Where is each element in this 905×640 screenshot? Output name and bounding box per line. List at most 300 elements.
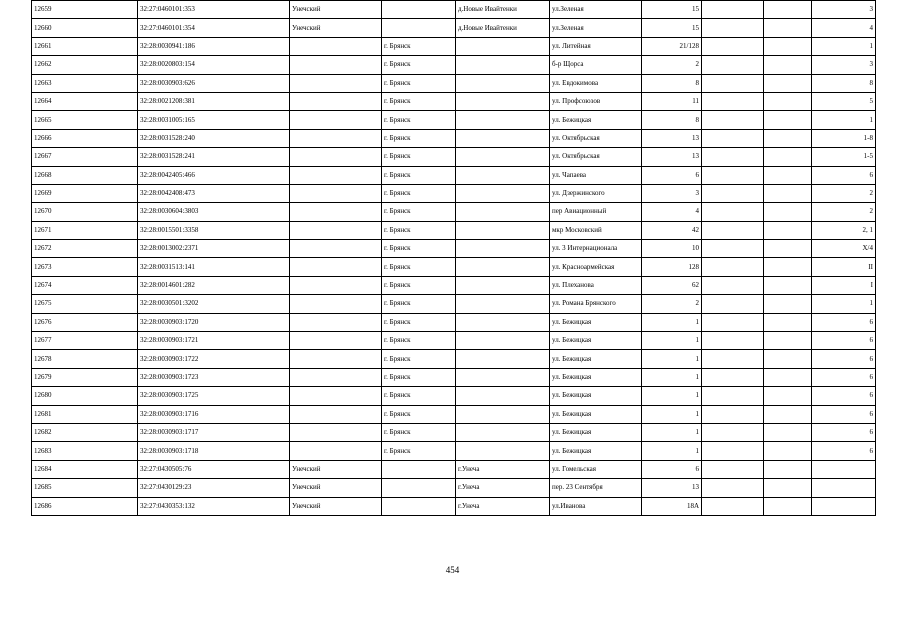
cell-street: ул.Зеленая bbox=[550, 19, 642, 37]
cell-city: г. Брянск bbox=[382, 221, 456, 239]
cell-house: 13 bbox=[642, 129, 702, 147]
cell-city: г. Брянск bbox=[382, 56, 456, 74]
cell-street: ул.Иванова bbox=[550, 497, 642, 515]
cell-structure bbox=[764, 497, 812, 515]
cell-row-number: 12684 bbox=[32, 460, 138, 478]
cell-settlement bbox=[456, 240, 550, 258]
cell-district bbox=[290, 203, 382, 221]
cell-row-number: 12668 bbox=[32, 166, 138, 184]
cell-structure bbox=[764, 74, 812, 92]
cell-district bbox=[290, 92, 382, 110]
cell-apartment: 6 bbox=[812, 166, 876, 184]
cell-building bbox=[702, 332, 764, 350]
cell-row-number: 12662 bbox=[32, 56, 138, 74]
cell-city: г. Брянск bbox=[382, 203, 456, 221]
cell-city: г. Брянск bbox=[382, 295, 456, 313]
cell-house: 4 bbox=[642, 203, 702, 221]
table-row bbox=[32, 497, 876, 515]
cell-row-number: 12661 bbox=[32, 37, 138, 55]
cell-row-number: 12674 bbox=[32, 276, 138, 294]
cell-apartment: 2 bbox=[812, 203, 876, 221]
cell-row-number: 12660 bbox=[32, 19, 138, 37]
cell-cadastral-number: 32:27:0460101:353 bbox=[138, 1, 290, 19]
cell-structure bbox=[764, 111, 812, 129]
table-row bbox=[32, 19, 876, 37]
cell-settlement bbox=[456, 74, 550, 92]
table-row bbox=[32, 423, 876, 441]
cell-district bbox=[290, 350, 382, 368]
cell-house: 1 bbox=[642, 313, 702, 331]
cell-house: 2 bbox=[642, 56, 702, 74]
cell-settlement bbox=[456, 368, 550, 386]
cell-building bbox=[702, 368, 764, 386]
cell-row-number: 12675 bbox=[32, 295, 138, 313]
cell-street: пер Авиационный bbox=[550, 203, 642, 221]
cell-cadastral-number: 32:28:0031005:165 bbox=[138, 111, 290, 129]
cell-house: 6 bbox=[642, 166, 702, 184]
cell-settlement bbox=[456, 423, 550, 441]
cell-apartment: 1 bbox=[812, 37, 876, 55]
cell-street: ул. Бежицкая bbox=[550, 423, 642, 441]
cell-street: ул. Бежицкая bbox=[550, 313, 642, 331]
cell-street: пер. 23 Сентября bbox=[550, 479, 642, 497]
cell-cadastral-number: 32:28:0030903:1721 bbox=[138, 332, 290, 350]
cell-row-number: 12666 bbox=[32, 129, 138, 147]
cell-row-number: 12676 bbox=[32, 313, 138, 331]
table-row bbox=[32, 129, 876, 147]
table-row bbox=[32, 1, 876, 19]
cell-district bbox=[290, 276, 382, 294]
cell-cadastral-number: 32:28:0042408:473 bbox=[138, 184, 290, 202]
cell-street: ул. Евдокимова bbox=[550, 74, 642, 92]
cell-house: 2 bbox=[642, 295, 702, 313]
cell-cadastral-number: 32:28:0015501:3358 bbox=[138, 221, 290, 239]
cell-district bbox=[290, 184, 382, 202]
cell-structure bbox=[764, 368, 812, 386]
cell-settlement bbox=[456, 405, 550, 423]
cell-settlement: д.Новые Ивайтенки bbox=[456, 19, 550, 37]
cell-street: б-р Щорса bbox=[550, 56, 642, 74]
cell-house: 3 bbox=[642, 184, 702, 202]
cell-street: ул. Бежицкая bbox=[550, 405, 642, 423]
cell-settlement: г.Унеча bbox=[456, 460, 550, 478]
cell-structure bbox=[764, 148, 812, 166]
cell-row-number: 12671 bbox=[32, 221, 138, 239]
cell-building bbox=[702, 497, 764, 515]
cell-district: Унечский bbox=[290, 479, 382, 497]
cell-settlement: г.Унеча bbox=[456, 497, 550, 515]
table-row bbox=[32, 313, 876, 331]
cell-district bbox=[290, 405, 382, 423]
cell-cadastral-number: 32:28:0030604:3803 bbox=[138, 203, 290, 221]
cell-cadastral-number: 32:28:0014601:282 bbox=[138, 276, 290, 294]
page-number: 454 bbox=[445, 565, 460, 575]
cell-street: ул. Романа Брянского bbox=[550, 295, 642, 313]
cell-district bbox=[290, 37, 382, 55]
cell-row-number: 12685 bbox=[32, 479, 138, 497]
cell-settlement bbox=[456, 350, 550, 368]
cell-apartment bbox=[812, 479, 876, 497]
cell-structure bbox=[764, 460, 812, 478]
cell-apartment bbox=[812, 460, 876, 478]
cell-city bbox=[382, 460, 456, 478]
cell-row-number: 12680 bbox=[32, 387, 138, 405]
cell-house: 128 bbox=[642, 258, 702, 276]
cell-cadastral-number: 32:28:0042405:466 bbox=[138, 166, 290, 184]
cell-structure bbox=[764, 221, 812, 239]
cell-building bbox=[702, 37, 764, 55]
cell-street: ул. Бежицкая bbox=[550, 387, 642, 405]
cell-house: 10 bbox=[642, 240, 702, 258]
cell-settlement bbox=[456, 387, 550, 405]
cell-street: ул.Зеленая bbox=[550, 1, 642, 19]
cell-street: мкр Московский bbox=[550, 221, 642, 239]
cell-cadastral-number: 32:28:0020803:154 bbox=[138, 56, 290, 74]
cell-building bbox=[702, 74, 764, 92]
cell-apartment: I bbox=[812, 276, 876, 294]
table-row bbox=[32, 56, 876, 74]
cell-building bbox=[702, 19, 764, 37]
cell-cadastral-number: 32:27:0430353:132 bbox=[138, 497, 290, 515]
table-row bbox=[32, 111, 876, 129]
cell-structure bbox=[764, 442, 812, 460]
cell-building bbox=[702, 423, 764, 441]
cell-district: Унечский bbox=[290, 460, 382, 478]
cell-apartment: 6 bbox=[812, 423, 876, 441]
cell-street: ул. Бежицкая bbox=[550, 442, 642, 460]
cell-row-number: 12678 bbox=[32, 350, 138, 368]
table-row bbox=[32, 258, 876, 276]
table-row bbox=[32, 350, 876, 368]
cell-apartment: 6 bbox=[812, 405, 876, 423]
cell-structure bbox=[764, 387, 812, 405]
cell-house: 1 bbox=[642, 387, 702, 405]
cell-district bbox=[290, 74, 382, 92]
table-row bbox=[32, 166, 876, 184]
cell-settlement bbox=[456, 203, 550, 221]
cell-district bbox=[290, 332, 382, 350]
cell-house: 8 bbox=[642, 111, 702, 129]
cell-district bbox=[290, 423, 382, 441]
cell-cadastral-number: 32:28:0030903:1717 bbox=[138, 423, 290, 441]
cell-city: г. Брянск bbox=[382, 184, 456, 202]
cell-district bbox=[290, 313, 382, 331]
cell-cadastral-number: 32:28:0030903:1725 bbox=[138, 387, 290, 405]
cell-row-number: 12686 bbox=[32, 497, 138, 515]
cell-apartment: 2 bbox=[812, 184, 876, 202]
cell-street: ул. Профсоюзов bbox=[550, 92, 642, 110]
cell-building bbox=[702, 405, 764, 423]
cell-row-number: 12663 bbox=[32, 74, 138, 92]
cell-apartment: 2, 1 bbox=[812, 221, 876, 239]
table-row bbox=[32, 387, 876, 405]
cell-district bbox=[290, 166, 382, 184]
cell-city: г. Брянск bbox=[382, 37, 456, 55]
cell-house: 15 bbox=[642, 19, 702, 37]
cell-row-number: 12683 bbox=[32, 442, 138, 460]
cell-street: ул. Октябрьская bbox=[550, 148, 642, 166]
cell-structure bbox=[764, 92, 812, 110]
cell-street: ул. 3 Интернационала bbox=[550, 240, 642, 258]
cell-building bbox=[702, 442, 764, 460]
cell-city: г. Брянск bbox=[382, 368, 456, 386]
cell-row-number: 12664 bbox=[32, 92, 138, 110]
cell-settlement: г.Унеча bbox=[456, 479, 550, 497]
register-table bbox=[31, 0, 876, 516]
cell-street: ул. Бежицкая bbox=[550, 332, 642, 350]
cell-row-number: 12681 bbox=[32, 405, 138, 423]
cell-city: г. Брянск bbox=[382, 129, 456, 147]
cell-city bbox=[382, 479, 456, 497]
cell-district bbox=[290, 129, 382, 147]
cell-structure bbox=[764, 1, 812, 19]
cell-cadastral-number: 32:28:0030501:3202 bbox=[138, 295, 290, 313]
cell-building bbox=[702, 350, 764, 368]
cell-city: г. Брянск bbox=[382, 313, 456, 331]
cell-settlement bbox=[456, 148, 550, 166]
table-row bbox=[32, 368, 876, 386]
table-row bbox=[32, 332, 876, 350]
cell-house: 8 bbox=[642, 74, 702, 92]
cell-house: 1 bbox=[642, 350, 702, 368]
cell-building bbox=[702, 184, 764, 202]
cell-city: г. Брянск bbox=[382, 258, 456, 276]
cell-apartment: 4 bbox=[812, 19, 876, 37]
table-row bbox=[32, 184, 876, 202]
cell-house: 1 bbox=[642, 423, 702, 441]
cell-row-number: 12673 bbox=[32, 258, 138, 276]
cell-structure bbox=[764, 405, 812, 423]
cell-district bbox=[290, 148, 382, 166]
cell-street: ул. Чапаева bbox=[550, 166, 642, 184]
cell-house: 1 bbox=[642, 442, 702, 460]
cell-settlement bbox=[456, 129, 550, 147]
cell-house: 13 bbox=[642, 148, 702, 166]
cell-building bbox=[702, 295, 764, 313]
cell-apartment: 6 bbox=[812, 368, 876, 386]
cell-city bbox=[382, 497, 456, 515]
cell-house: 1 bbox=[642, 368, 702, 386]
cell-city: г. Брянск bbox=[382, 74, 456, 92]
cell-cadastral-number: 32:28:0030903:626 bbox=[138, 74, 290, 92]
cell-apartment: 1 bbox=[812, 111, 876, 129]
cell-street: ул. Бежицкая bbox=[550, 368, 642, 386]
cell-building bbox=[702, 1, 764, 19]
cell-building bbox=[702, 276, 764, 294]
table-row bbox=[32, 221, 876, 239]
cell-building bbox=[702, 479, 764, 497]
cell-cadastral-number: 32:28:0030903:1723 bbox=[138, 368, 290, 386]
cell-structure bbox=[764, 258, 812, 276]
cell-apartment: 6 bbox=[812, 442, 876, 460]
cell-city: г. Брянск bbox=[382, 92, 456, 110]
cell-street: ул. Бежицкая bbox=[550, 350, 642, 368]
register-rows bbox=[32, 1, 876, 516]
table-row bbox=[32, 240, 876, 258]
cell-district bbox=[290, 368, 382, 386]
cell-settlement bbox=[456, 332, 550, 350]
cell-house: 1 bbox=[642, 405, 702, 423]
cell-apartment bbox=[812, 497, 876, 515]
cell-cadastral-number: 32:28:0021208:381 bbox=[138, 92, 290, 110]
cell-district bbox=[290, 111, 382, 129]
cell-structure bbox=[764, 184, 812, 202]
cell-city: г. Брянск bbox=[382, 166, 456, 184]
cell-city: г. Брянск bbox=[382, 276, 456, 294]
cell-building bbox=[702, 258, 764, 276]
cell-city: г. Брянск bbox=[382, 111, 456, 129]
cell-house: 62 bbox=[642, 276, 702, 294]
cell-structure bbox=[764, 423, 812, 441]
cell-structure bbox=[764, 203, 812, 221]
cell-settlement bbox=[456, 295, 550, 313]
cell-house: 15 bbox=[642, 1, 702, 19]
cell-settlement bbox=[456, 37, 550, 55]
cell-structure bbox=[764, 332, 812, 350]
cell-building bbox=[702, 240, 764, 258]
cell-apartment: II bbox=[812, 258, 876, 276]
cell-cadastral-number: 32:28:0030903:1720 bbox=[138, 313, 290, 331]
table-row bbox=[32, 442, 876, 460]
cell-house: 18А bbox=[642, 497, 702, 515]
cell-cadastral-number: 32:28:0030941:186 bbox=[138, 37, 290, 55]
cell-district bbox=[290, 240, 382, 258]
cell-district bbox=[290, 295, 382, 313]
cell-cadastral-number: 32:28:0031528:240 bbox=[138, 129, 290, 147]
cell-structure bbox=[764, 166, 812, 184]
cell-city bbox=[382, 19, 456, 37]
cell-structure bbox=[764, 295, 812, 313]
cell-structure bbox=[764, 56, 812, 74]
table-row bbox=[32, 74, 876, 92]
cell-building bbox=[702, 387, 764, 405]
cell-city bbox=[382, 1, 456, 19]
cell-building bbox=[702, 111, 764, 129]
cell-apartment: 5 bbox=[812, 92, 876, 110]
cell-row-number: 12667 bbox=[32, 148, 138, 166]
cell-city: г. Брянск bbox=[382, 332, 456, 350]
cell-street: ул. Литейная bbox=[550, 37, 642, 55]
cell-structure bbox=[764, 313, 812, 331]
cell-house: 1 bbox=[642, 332, 702, 350]
table-row bbox=[32, 479, 876, 497]
cell-apartment: 3 bbox=[812, 1, 876, 19]
table-row bbox=[32, 37, 876, 55]
cell-row-number: 12659 bbox=[32, 1, 138, 19]
cell-street: ул. Плеханова bbox=[550, 276, 642, 294]
table-row bbox=[32, 460, 876, 478]
cell-house: 6 bbox=[642, 460, 702, 478]
cell-building bbox=[702, 148, 764, 166]
cell-settlement bbox=[456, 111, 550, 129]
cell-city: г. Брянск bbox=[382, 350, 456, 368]
cell-structure bbox=[764, 19, 812, 37]
table-row bbox=[32, 203, 876, 221]
cell-apartment: 6 bbox=[812, 387, 876, 405]
cell-settlement bbox=[456, 166, 550, 184]
cell-row-number: 12665 bbox=[32, 111, 138, 129]
cell-street: ул. Октябрьская bbox=[550, 129, 642, 147]
cell-settlement bbox=[456, 313, 550, 331]
table-row bbox=[32, 92, 876, 110]
cell-settlement bbox=[456, 276, 550, 294]
cell-district: Унечский bbox=[290, 497, 382, 515]
cell-cadastral-number: 32:28:0031528:241 bbox=[138, 148, 290, 166]
cell-row-number: 12682 bbox=[32, 423, 138, 441]
table-row bbox=[32, 276, 876, 294]
cell-row-number: 12672 bbox=[32, 240, 138, 258]
cell-apartment: 6 bbox=[812, 332, 876, 350]
cell-city: г. Брянск bbox=[382, 148, 456, 166]
cell-row-number: 12669 bbox=[32, 184, 138, 202]
cell-structure bbox=[764, 129, 812, 147]
cell-cadastral-number: 32:28:0030903:1716 bbox=[138, 405, 290, 423]
cell-apartment: 1-8 bbox=[812, 129, 876, 147]
cell-apartment: 6 bbox=[812, 313, 876, 331]
cell-district bbox=[290, 221, 382, 239]
cell-house: 11 bbox=[642, 92, 702, 110]
cell-structure bbox=[764, 350, 812, 368]
cell-building bbox=[702, 203, 764, 221]
table-row bbox=[32, 405, 876, 423]
cell-settlement bbox=[456, 258, 550, 276]
cell-building bbox=[702, 56, 764, 74]
cell-row-number: 12677 bbox=[32, 332, 138, 350]
cell-city: г. Брянск bbox=[382, 442, 456, 460]
cell-house: 42 bbox=[642, 221, 702, 239]
cell-district bbox=[290, 56, 382, 74]
cell-settlement: д.Новые Ивайтенки bbox=[456, 1, 550, 19]
cell-apartment: 8 bbox=[812, 74, 876, 92]
cell-street: ул. Бежицкая bbox=[550, 111, 642, 129]
cell-cadastral-number: 32:28:0030903:1722 bbox=[138, 350, 290, 368]
cell-city: г. Брянск bbox=[382, 387, 456, 405]
cell-apartment: 6 bbox=[812, 350, 876, 368]
cell-city: г. Брянск bbox=[382, 423, 456, 441]
cell-cadastral-number: 32:28:0013002:2371 bbox=[138, 240, 290, 258]
cell-building bbox=[702, 313, 764, 331]
cell-structure bbox=[764, 479, 812, 497]
cell-cadastral-number: 32:28:0030903:1718 bbox=[138, 442, 290, 460]
cell-district: Унечский bbox=[290, 1, 382, 19]
cell-structure bbox=[764, 240, 812, 258]
cell-district bbox=[290, 442, 382, 460]
table-row bbox=[32, 295, 876, 313]
cell-cadastral-number: 32:27:0430129:23 bbox=[138, 479, 290, 497]
cell-settlement bbox=[456, 442, 550, 460]
cell-settlement bbox=[456, 221, 550, 239]
cell-district bbox=[290, 258, 382, 276]
cell-building bbox=[702, 92, 764, 110]
cell-district bbox=[290, 387, 382, 405]
cell-row-number: 12670 bbox=[32, 203, 138, 221]
cell-house: 21/128 bbox=[642, 37, 702, 55]
cell-cadastral-number: 32:27:0430505:76 bbox=[138, 460, 290, 478]
cell-district: Унечский bbox=[290, 19, 382, 37]
cell-settlement bbox=[456, 184, 550, 202]
cell-row-number: 12679 bbox=[32, 368, 138, 386]
cell-house: 13 bbox=[642, 479, 702, 497]
cell-cadastral-number: 32:27:0460101:354 bbox=[138, 19, 290, 37]
cell-structure bbox=[764, 37, 812, 55]
cell-settlement bbox=[456, 56, 550, 74]
cell-street: ул. Дзержинского bbox=[550, 184, 642, 202]
cell-city: г. Брянск bbox=[382, 240, 456, 258]
cell-apartment: 3 bbox=[812, 56, 876, 74]
cell-building bbox=[702, 166, 764, 184]
cell-apartment: 1 bbox=[812, 295, 876, 313]
cell-building bbox=[702, 460, 764, 478]
